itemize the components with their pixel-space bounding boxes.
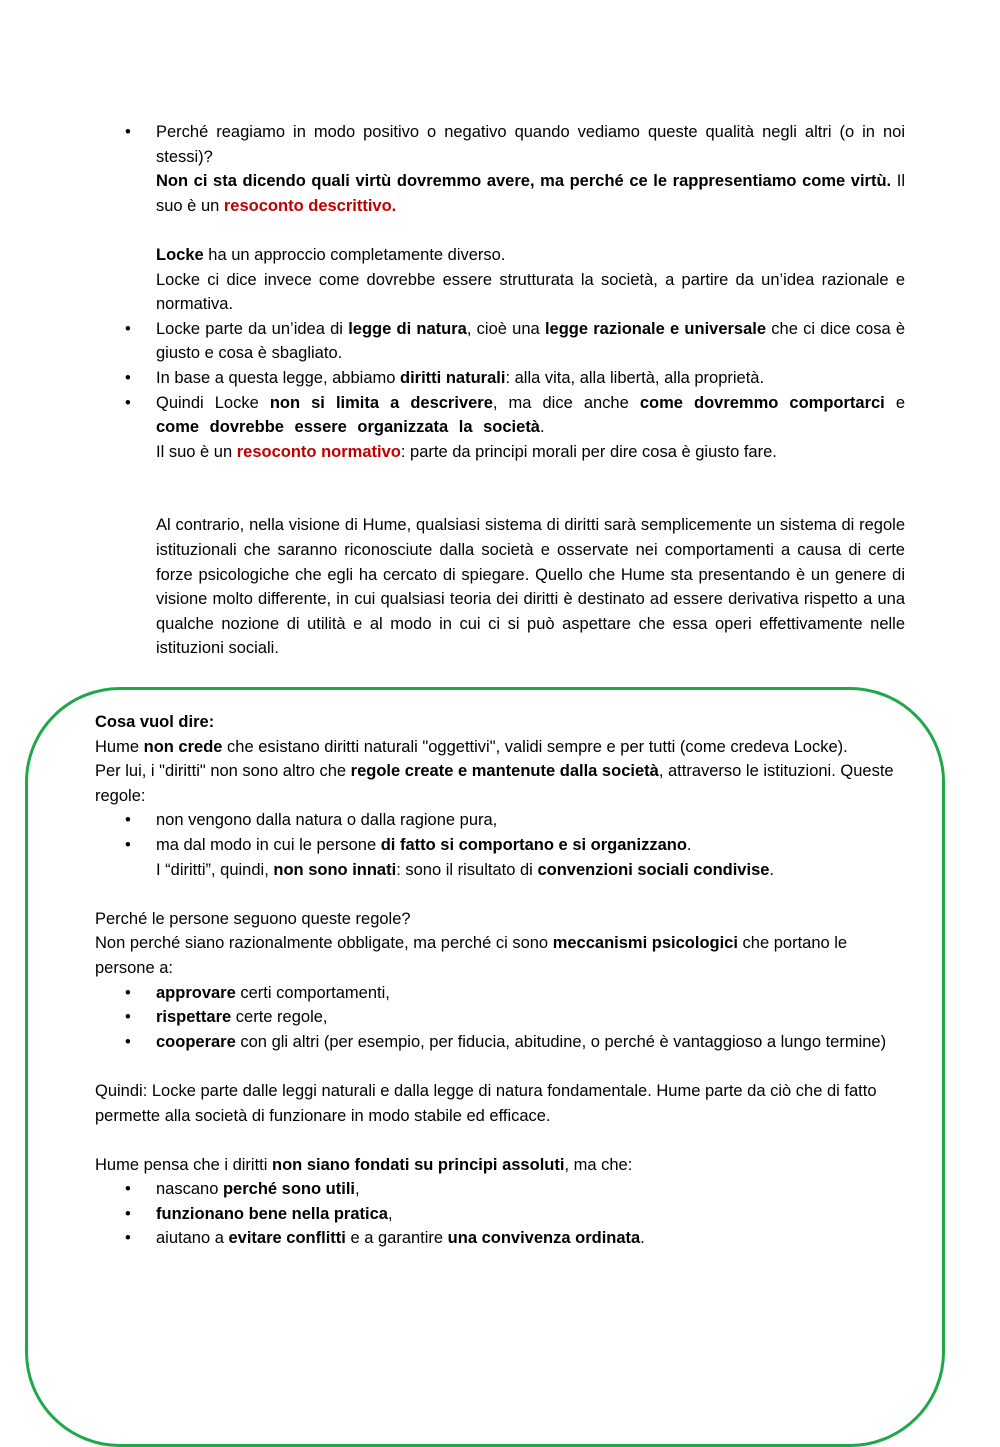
summary-p4: Quindi: Locke parte dalle leggi naturali e dalla legge di natura fondamentale. Hume parte da ciò che di fatto permette alla società di funzionare in modo stabile ed efficace. — [95, 1081, 877, 1125]
list-item: • rispettare certe regole, — [156, 1005, 905, 1030]
list-item: • ma dal modo in cui le persone di fatto si comportano e si organizzano. I “diritti”, quindi, non sono innati: sono il risultato di convenzioni sociali condivise. — [156, 833, 905, 882]
locke-intro: Locke ha un approccio completamente diverso. — [156, 245, 506, 264]
summary-heading: Cosa vuol dire: — [95, 713, 215, 731]
list-item: • non vengono dalla natura o dalla ragione pura, — [156, 808, 905, 833]
bullet-item-diritti-naturali: • In base a questa legge, abbiamo diritti naturali: alla vita, alla libertà, alla proprietà. — [156, 366, 905, 391]
utility-list — [95, 1177, 905, 1251]
descriptive-note: Non ci sta dicendo quali virtù dovremmo avere, ma perché ce le rappresentiamo come virtù. Il suo è un resoconto descrittivo. — [156, 172, 905, 215]
summary-p3: Non perché siano razionalmente obbligate, ma perché ci sono meccanismi psicologici che portano le persone a: — [95, 934, 848, 977]
bullet-item-legge-natura: • Locke parte da un’idea di legge di natura, cioè una legge razionale e universale che ci dice cosa è giusto e cosa è sbagliato. — [156, 317, 905, 366]
locke-description: Locke ci dice invece come dovrebbe essere strutturata la società, a partire da un’idea razionale e normativa. — [156, 270, 905, 314]
descriptive-account-label: resoconto descrittivo. — [223, 196, 397, 215]
summary-content — [95, 710, 905, 1251]
summary-question: Perché le persone seguono queste regole? — [95, 909, 411, 928]
summary-p5: Hume pensa che i diritti non siano fondati su principi assoluti, ma che: — [95, 1155, 633, 1174]
list-item: • nascano perché sono utili, — [156, 1177, 905, 1202]
mechanisms-list — [95, 981, 905, 1055]
upper-section — [156, 120, 905, 661]
hume-paragraph: Al contrario, nella visione di Hume, qualsiasi sistema di diritti sarà semplicemente un sistema di regole istituzionali che saranno riconosciute dalla società e osservate nei comportamenti a causa di certe forze psicologiche che egli ha cercato di spiegare. Quello che Hume sta presentando è un genere di visione molto differente, in cui qualsiasi teoria dei diritti è destinato ad essere derivativa rispetto a una qualche nozione di utilità e al modo in cui ci si può aspettare che essa operi effettivamente nelle istituzioni sociali. — [156, 516, 905, 658]
summary-p2: Per lui, i "diritti" non sono altro che regole create e mantenute dalla società, attraverso le istituzioni. Queste regole: — [95, 762, 894, 805]
bullet-item-normativo: • Quindi Locke non si limita a descrivere, ma dice anche come dovremmo comportarci e come dovrebbe essere organizzata la società. Il suo è un resoconto normativo: parte da principi morali per dire cosa è giusto fare. — [156, 391, 905, 465]
list-item: • aiutano a evitare conflitti e a garantire una convivenza ordinata. — [156, 1226, 905, 1251]
normative-account-label: resoconto normativo — [236, 442, 401, 461]
question-line: • Perché reagiamo in modo positivo o negativo quando vediamo queste qualità negli altri (o in noi stessi)? — [156, 123, 905, 166]
rules-list — [95, 808, 905, 882]
list-item: • cooperare con gli altri (per esempio, per fiducia, abitudine, o perché è vantaggioso a lungo termine) — [156, 1030, 905, 1055]
summary-p1: Hume non crede che esistano diritti naturali "oggettivi", validi sempre e per tutti (come credeva Locke). — [95, 737, 848, 756]
bullet-item-hume-question — [156, 120, 905, 317]
list-item: • funzionano bene nella pratica, — [156, 1202, 905, 1227]
list-item: • approvare certi comportamenti, — [156, 981, 905, 1006]
normative-note: Il suo è un resoconto normativo: parte da principi morali per dire cosa è giusto fare. — [156, 442, 777, 461]
